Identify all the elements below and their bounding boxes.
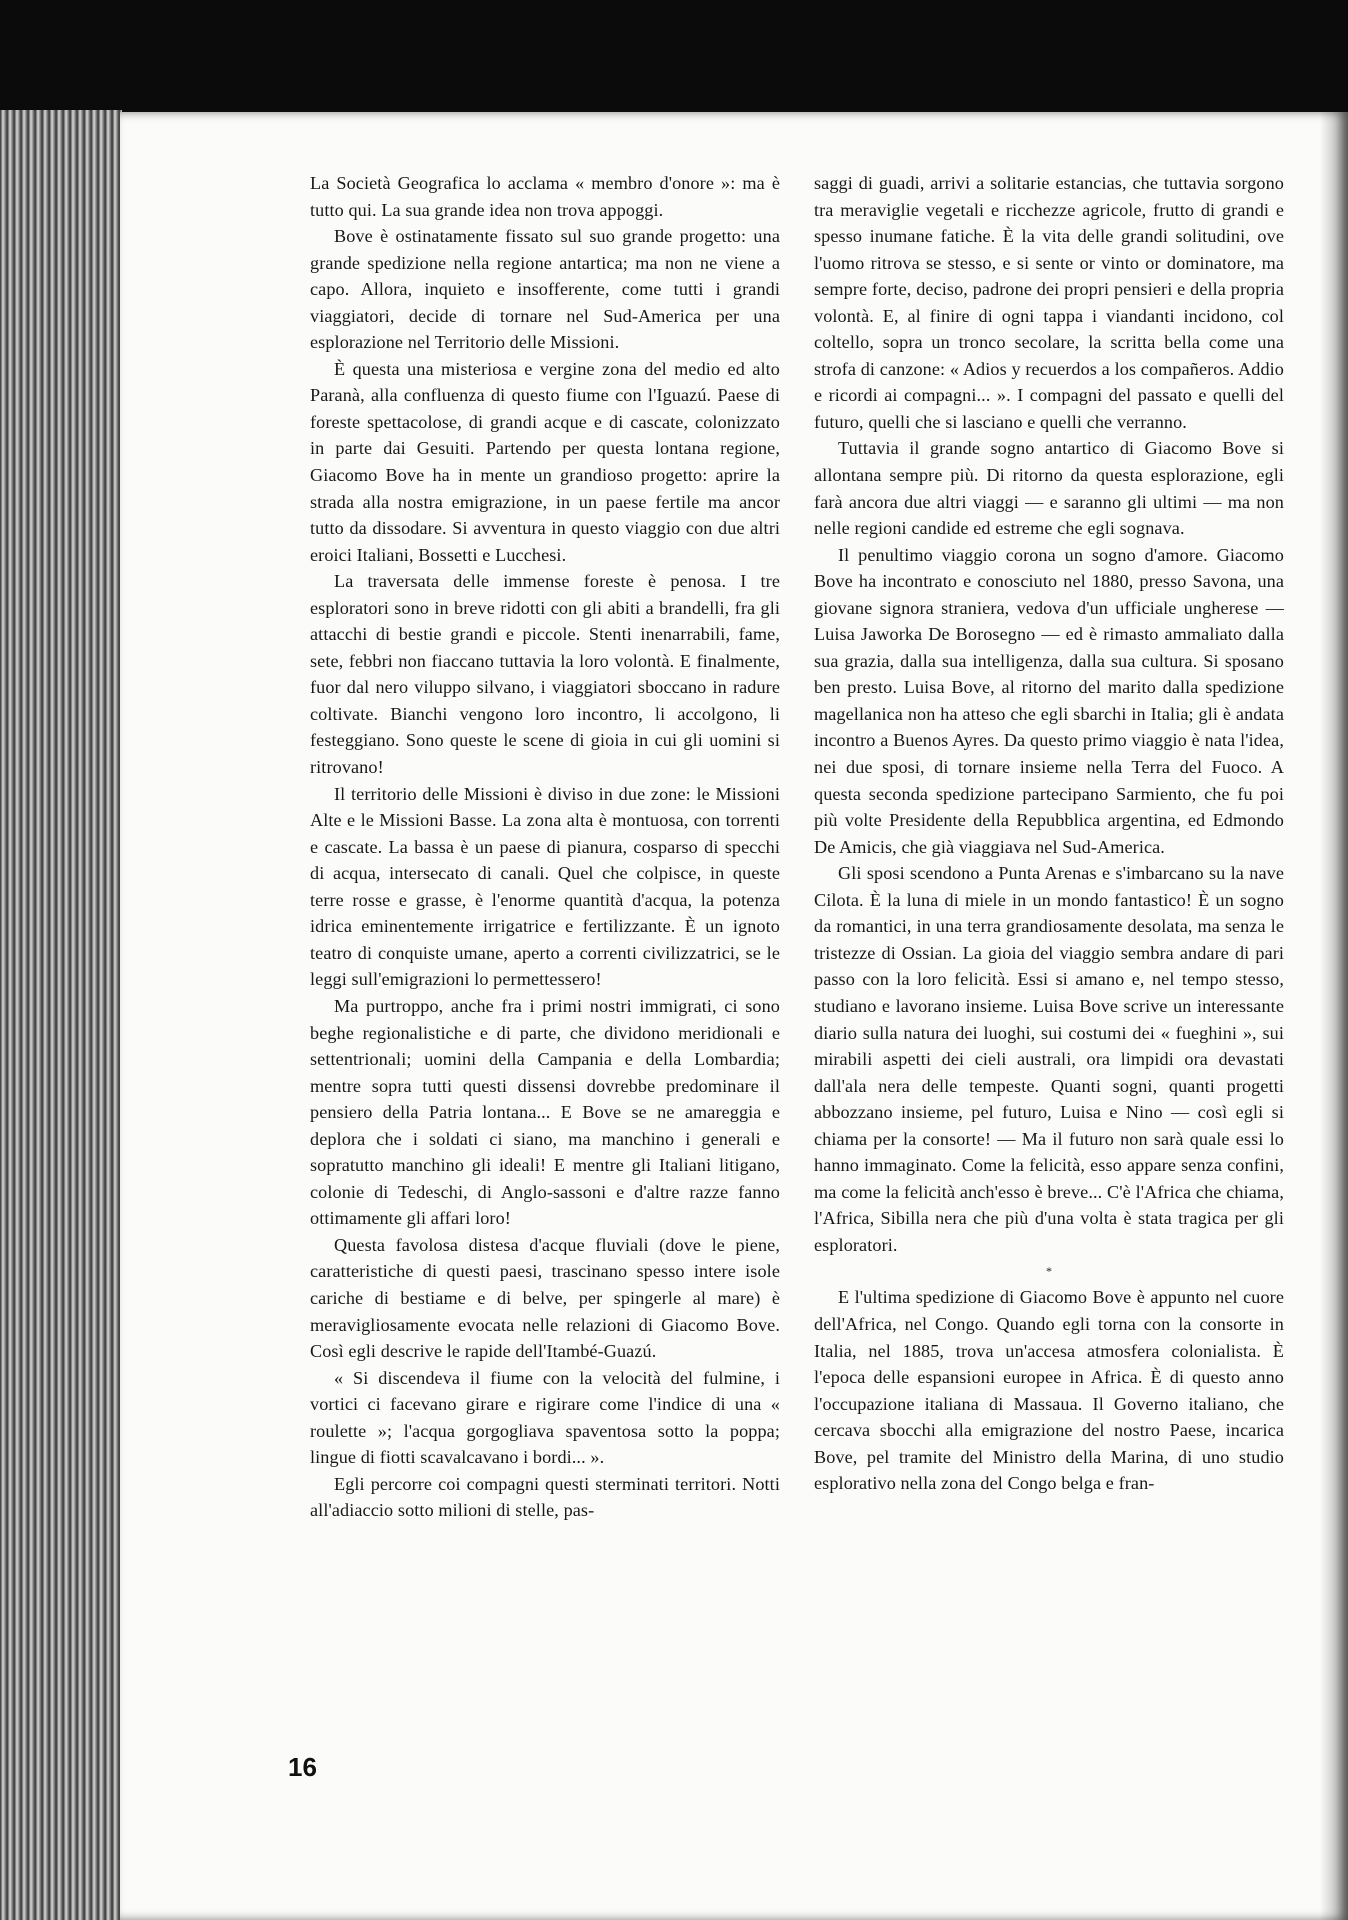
paragraph: Il penultimo viaggio corona un sogno d'amore. Giacomo Bove ha incontrato e conosciuto nel 1880, presso Savona, una giovane signora straniera, vedova d'un ufficiale ungherese — Luisa Jaworka De Borosegno — ed è rimasto ammaliato dalla sua grazia, dalla sua intelligenza, dalla sua cultura. Si sposano ben presto. Luisa Bove, al ritorno del marito dalla spedizione magellanica non ha atteso che egli sbarchi in Italia; gli è andata incontro a Buenos Ayres. Da questo primo viaggio è nata l'idea, nei due sposi, di tornare insieme nella Terra del Fuoco. A questa seconda spedizione partecipano Sarmiento, che fu poi più volte Presidente della Repubblica argentina, ed Edmondo De Amicis, che già viaggiava nel Sud-America. bbox=[814, 544, 1284, 857]
paragraph: Questa favolosa distesa d'acque fluviali (dove le piene, caratteristiche di questi paesi, trascinano spesso intere isole cariche di bestiame e di belve, per spingerle al mare) è meravigliosamente evocata nelle relazioni di Giacomo Bove. Così egli descrive le rapide dell'Itambé-Guazú. bbox=[310, 1234, 780, 1362]
right-text-column bbox=[814, 170, 1284, 1497]
left-text-column bbox=[310, 170, 780, 1524]
scan-background bbox=[0, 0, 1348, 130]
paragraph: Gli sposi scendono a Punta Arenas e s'imbarcano su la nave Cilota. È la luna di miele in un mondo fantastico! È un sogno da romantici, in una terra grandiosamente desolata, ma senza le tristezze di Ossian. La gioia del viaggio sembra andare di pari passo con la loro felicità. Essi si amano e, nel tempo stesso, studiano e lavorano insieme. Luisa Bove scrive un interessante diario sulla natura dei luoghi, sui costumi dei « fueghini », sui mirabili aspetti dei cieli australi, ora limpidi ora devastati dall'ala nera delle tempeste. Quanti sogni, quanti progetti abbozzano insieme, pel futuro, Luisa e Nino — così egli si chiama per la consorte! — Ma il futuro non sarà quale essi lo hanno immaginato. Come la felicità, esso appare senza confini, ma come la felicità anch'esso è breve... C'è l'Africa che chiama, l'Africa, Sibilla nera che più d'una volta è stata tragica per gli esploratori. bbox=[814, 863, 1284, 1255]
paragraph: La traversata delle immense foreste è penosa. I tre esploratori sono in breve ridotti con gli abiti a brandelli, fra gli attacchi di bestie grandi e piccole. Stenti inenarrabili, fame, sete, febbri non fiaccano tuttavia la loro volontà. E finalmente, fuor dal nero viluppo silvano, i viaggiatori sboccano in radure coltivate. Bianchi vengono loro incontro, li accolgono, li festeggiano. Sono queste le scene di gioia in cui gli uomini si ritrovano! bbox=[310, 571, 780, 778]
book-page-edges bbox=[0, 110, 122, 1920]
paragraph: « Si discendeva il fiume con la velocità del fulmine, i vortici ci facevano girare e rigirare come l'indice di una « roulette »; l'acqua gorgogliava spaventosa sotto la poppa; lingue di fiotti scavalcavano i bordi... ». bbox=[310, 1367, 780, 1468]
paragraph: Egli percorre coi compagni questi sterminati territori. Notti all'adiaccio sotto milioni di stelle, pas- bbox=[310, 1473, 780, 1521]
paragraph: Ma purtroppo, anche fra i primi nostri immigrati, ci sono beghe regionalistiche e di parte, che dividono meridionali e settentrionali; uomini della Campania e della Lombardia; mentre sopra tutti questi dissensi dovrebbe predominare il pensiero della Patria lontana... E Bove se ne amareggia e deplora che i soldati ci siano, ma manchino i generali e sopratutto manchino gli ideali! E mentre gli Italiani litigano, colonie di Tedeschi, di Anglo-sassoni e d'altre razze fanno ottimamente gli affari loro! bbox=[310, 995, 780, 1229]
paragraph: Tuttavia il grande sogno antartico di Giacomo Bove si allontana sempre più. Di ritorno da questa esplorazione, egli farà ancora due altri viaggi — e saranno gli ultimi — ma non nelle regioni candide ed estreme che egli sognava. bbox=[814, 438, 1284, 539]
paragraph: È questa una misteriosa e vergine zona del medio ed alto Paranà, alla confluenza di questo fiume con l'Iguazú. Paese di foreste spettacolose, di grandi acque e di cascate, colonizzato in parte dai Gesuiti. Partendo per questa lontana regione, Giacomo Bove ha in mente un grandioso progetto: aprire la strada alla nostra emigrazione, in un paese fertile ma ancor tutto da dissodare. Si avventura in questo viaggio con due altri eroici Italiani, Bossetti e Lucchesi. bbox=[310, 358, 780, 565]
section-separator: * bbox=[1045, 1264, 1053, 1279]
paragraph: E l'ultima spedizione di Giacomo Bove è appunto nel cuore dell'Africa, nel Congo. Quando egli torna con la consorte in Italia, nel 1885, trova un'accesa atmosfera colonialista. È l'epoca delle espansioni europee in Africa. È di questo anno l'occupazione italiana di Massaua. Il Governo italiano, che cercava sbocchi alla emigrazione del nostro Paese, incarica Bove, pel tramite del Ministro della Marina, di uno studio esplorativo nella zona del Congo belga e fran- bbox=[814, 1287, 1284, 1494]
paragraph: Il territorio delle Missioni è diviso in due zone: le Missioni Alte e le Missioni Basse. La zona alta è montuosa, con torrenti e cascate. La bassa è un paese di pianura, cosparso di specchi di acqua, intersecato di canali. Quel che colpisce, in queste terre rosse e grasse, è l'enorme quantità d'acqua, la potenza idrica eminentemente irrigatrice e fertilizzante. È un ignoto teatro di conquiste umane, aperto a correnti civilizzatrici, se le leggi sull'emigrazioni lo permettessero! bbox=[310, 783, 780, 990]
page-number: 16 bbox=[288, 1752, 317, 1782]
paragraph: Bove è ostinatamente fissato sul suo grande progetto: una grande spedizione nella regione antartica; ma non ne viene a capo. Allora, inquieto e insofferente, come tutti i grandi viaggiatori, decide di tornare nel Sud-America per una esplorazione nel Territorio delle Missioni. bbox=[310, 226, 780, 353]
paragraph: saggi di guadi, arrivi a solitarie estancias, che tuttavia sorgono tra meraviglie vegetali e ricchezze agricole, frutto di grandi e spesso inumane fatiche. È la vita delle grandi solitudini, ove l'uomo ritrova se stesso, e si sente or vinto or dominatore, ma sempre forte, deciso, padrone dei propri pensieri e della propria volontà. E, al finire di ogni tappa i viandanti incidono, col coltello, sopra un tronco secolare, la scritta bella come una strofa di canzone: « Adios y recuerdos a los compañeros. Addio e ricordi ai compagni... ». I compagni del passato e quelli del futuro, quelli che si lasciano e quelli che verranno. bbox=[814, 173, 1284, 432]
page-gutter-shadow bbox=[1320, 112, 1348, 1920]
paragraph: La Società Geografica lo acclama « membro d'onore »: ma è tutto qui. La sua grande idea non trova appoggi. bbox=[310, 173, 780, 220]
